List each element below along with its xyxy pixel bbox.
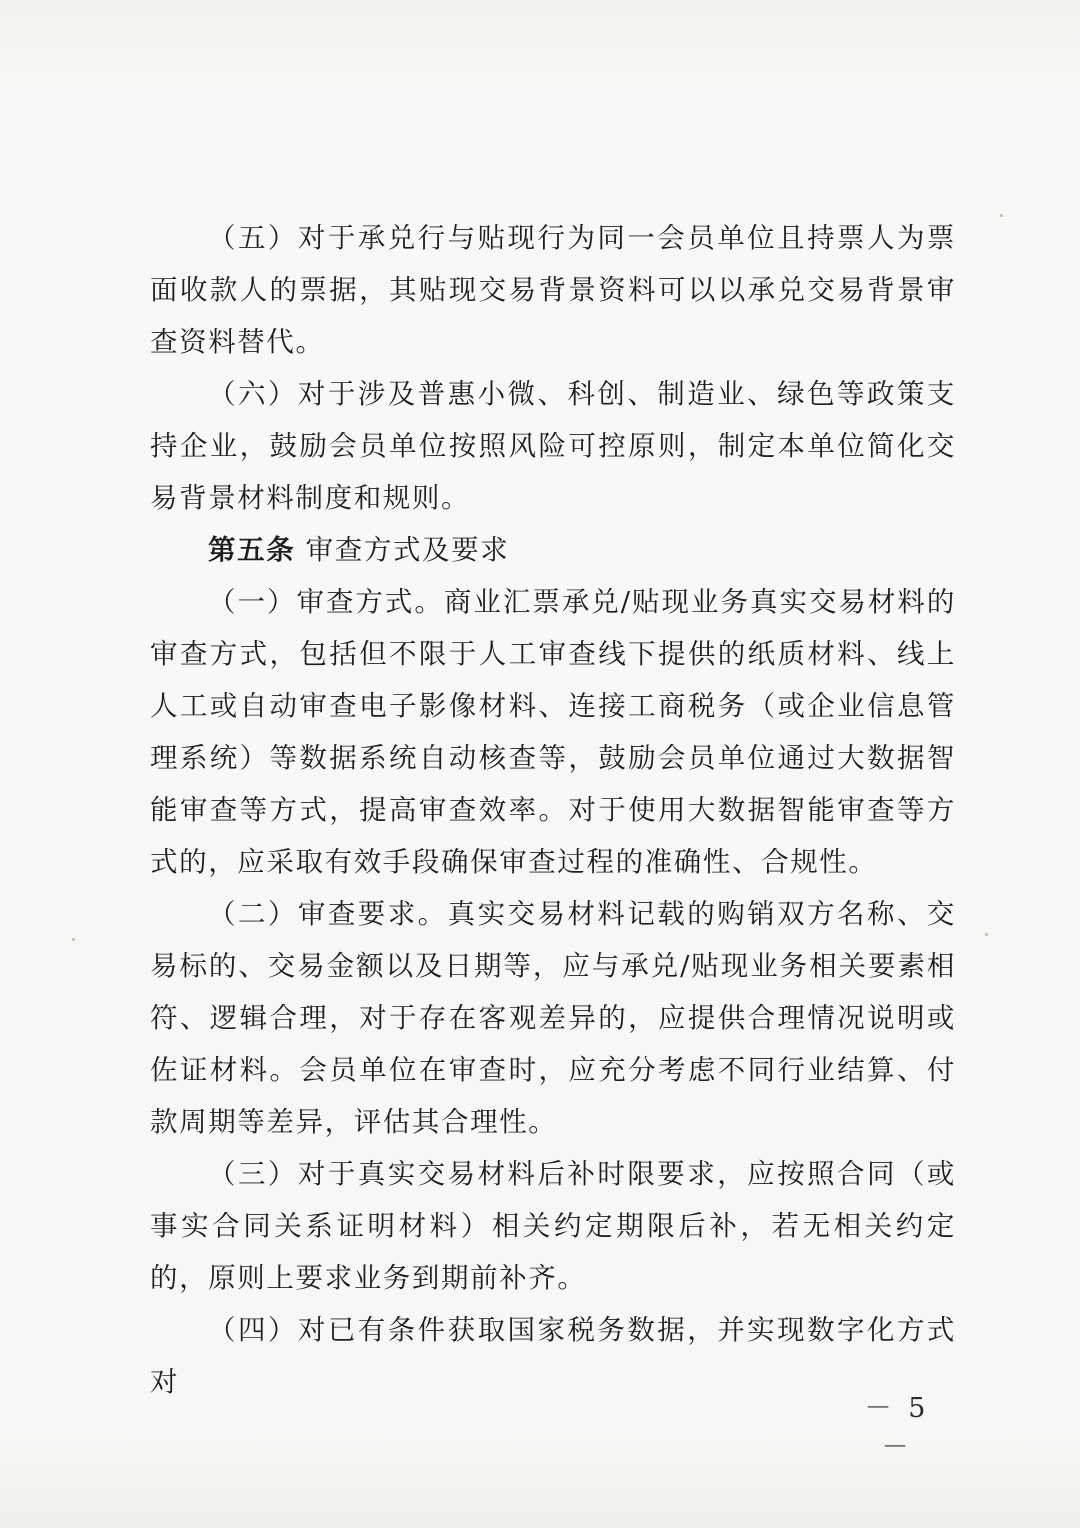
document-body	[150, 212, 956, 1408]
paragraph-6: （六）对于涉及普惠小微、科创、制造业、绿色等政策支持企业，鼓励会员单位按照风险可控原则，制定本单位简化交易背景材料制度和规则。	[150, 378, 956, 514]
paragraph-5: （五）对于承兑行与贴现行为同一会员单位且持票人为票面收款人的票据，其贴现交易背景资料可以以承兑交易背景审查资料替代。	[150, 222, 956, 358]
article-paragraph-4: （四）对已有条件获取国家税务数据，并实现数字化方式对	[150, 1314, 956, 1398]
article-paragraph-3: （三）对于真实交易材料后补时限要求，应按照合同（或事实合同关系证明材料）相关约定期限后补，若无相关约定的，原则上要求业务到期前补齐。	[150, 1158, 956, 1294]
scan-speck	[72, 938, 75, 941]
article-heading	[150, 524, 956, 576]
article-title-gap	[295, 534, 305, 566]
article-title: 审查方式及要求	[305, 534, 510, 566]
article-paragraph-1: （一）审查方式。商业汇票承兑/贴现业务真实交易材料的审查方式，包括但不限于人工审查线下提供的纸质材料、线上人工或自动审查电子影像材料、连接工商税务（或企业信息管理系统）等数据系统自动核查等，鼓励会员单位通过大数据智能审查等方式，提高审查效率。对于使用大数据智能审查等方式的，应采取有效手段确保审查过程的准确性、合规性。	[150, 586, 956, 878]
scan-speck	[1000, 214, 1003, 217]
article-number: 第五条	[208, 534, 296, 566]
page-number: － 5 －	[864, 1393, 930, 1463]
scan-speck	[985, 933, 988, 936]
article-paragraph-2: （二）审查要求。真实交易材料记载的购销双方名称、交易标的、交易金额以及日期等，应与承兑/贴现业务相关要素相符、逻辑合理，对于存在客观差异的，应提供合理情况说明或佐证材料。会员单位在审查时，应充分考虑不同行业结算、付款周期等差异，评估其合理性。	[150, 898, 956, 1138]
